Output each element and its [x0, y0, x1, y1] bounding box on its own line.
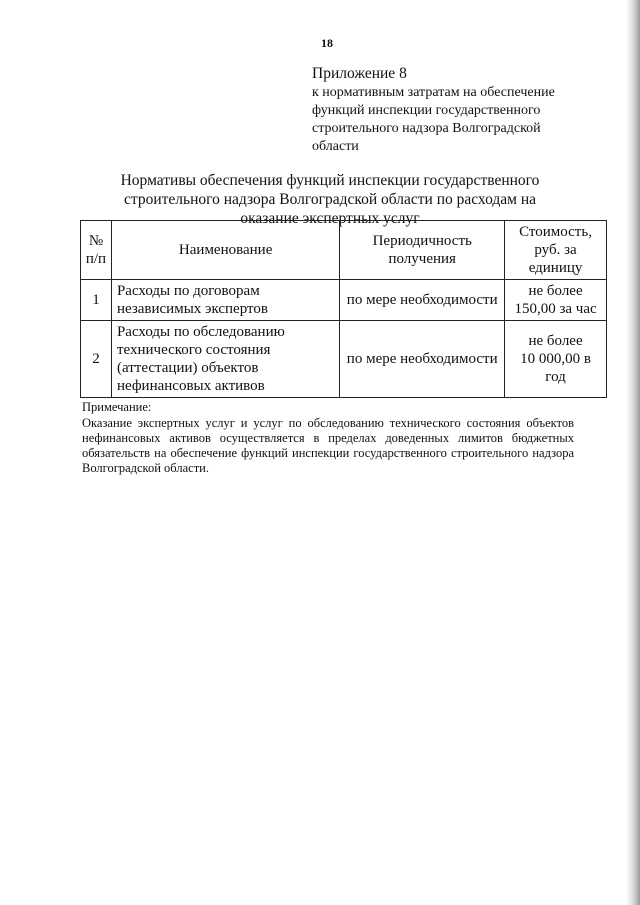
cell-cost-line: не более [528, 283, 583, 299]
appendix-title: Приложение 8 [312, 65, 407, 82]
header-name: Наименование [111, 221, 339, 280]
cell-cost [505, 321, 607, 398]
cell-name [111, 321, 339, 398]
cell-period: по мере необходимости [340, 280, 505, 321]
cell-name-line: независимых экспертов [116, 301, 268, 317]
appendix-line: области [312, 139, 359, 154]
cell-cost-line: 150,00 за час [514, 301, 597, 317]
appendix-line: функций инспекции государственного [312, 103, 541, 118]
appendix-line: строительного надзора Волгоградской [312, 121, 541, 136]
table-row [81, 321, 607, 398]
cell-cost-line: год [545, 369, 566, 385]
table-row [81, 280, 607, 321]
document-title-line: строительного надзора Волгоградской области по расходам на [123, 191, 537, 208]
cell-name [111, 280, 339, 321]
header-cost-line: Стоимость, [519, 224, 592, 240]
cell-cost [505, 280, 607, 321]
cell-name-line: технического состояния [116, 342, 271, 358]
cell-name-line: Расходы по договорам [116, 283, 260, 299]
cell-cost-line: 10 000,00 в [520, 351, 591, 367]
note-text: Оказание экспертных услуг и услуг по обследованию технического состояния объектов нефинансовых активов осуществляется в пределах доведенных лимитов бюджетных обязательств на обеспечение функций инспекции государственного строительного надзора Волгоградской области. [82, 416, 574, 475]
header-cost [505, 221, 607, 280]
header-num [81, 221, 112, 280]
norms-table [80, 220, 607, 398]
cell-num: 2 [81, 321, 112, 398]
note-label: Примечание: [82, 400, 152, 414]
header-num-line: № [88, 233, 104, 249]
appendix-block [312, 64, 612, 156]
cell-cost-line: не более [528, 333, 583, 349]
cell-num: 1 [81, 280, 112, 321]
header-period [340, 221, 505, 280]
note-block [82, 400, 574, 476]
header-cost-line: единицу [528, 260, 583, 276]
header-period-line: получения [388, 251, 456, 267]
header-cost-line: руб. за [534, 242, 577, 258]
cell-name-line: нефинансовых активов [116, 378, 265, 394]
cell-name-line: (аттестации) объектов [116, 360, 259, 376]
cell-period: по мере необходимости [340, 321, 505, 398]
table-header-row [81, 221, 607, 280]
header-num-line: п/п [85, 251, 107, 267]
document-title-line: оказание экспертных услуг [240, 210, 420, 227]
appendix-line: к нормативным затратам на обеспечение [312, 85, 555, 100]
header-period-line: Периодичность [372, 233, 472, 249]
scan-edge-shadow [626, 0, 640, 905]
cell-name-line: Расходы по обследованию [116, 324, 285, 340]
document-title-line: Нормативы обеспечения функций инспекции государственного [120, 172, 540, 189]
page-number: 18 [321, 36, 333, 50]
